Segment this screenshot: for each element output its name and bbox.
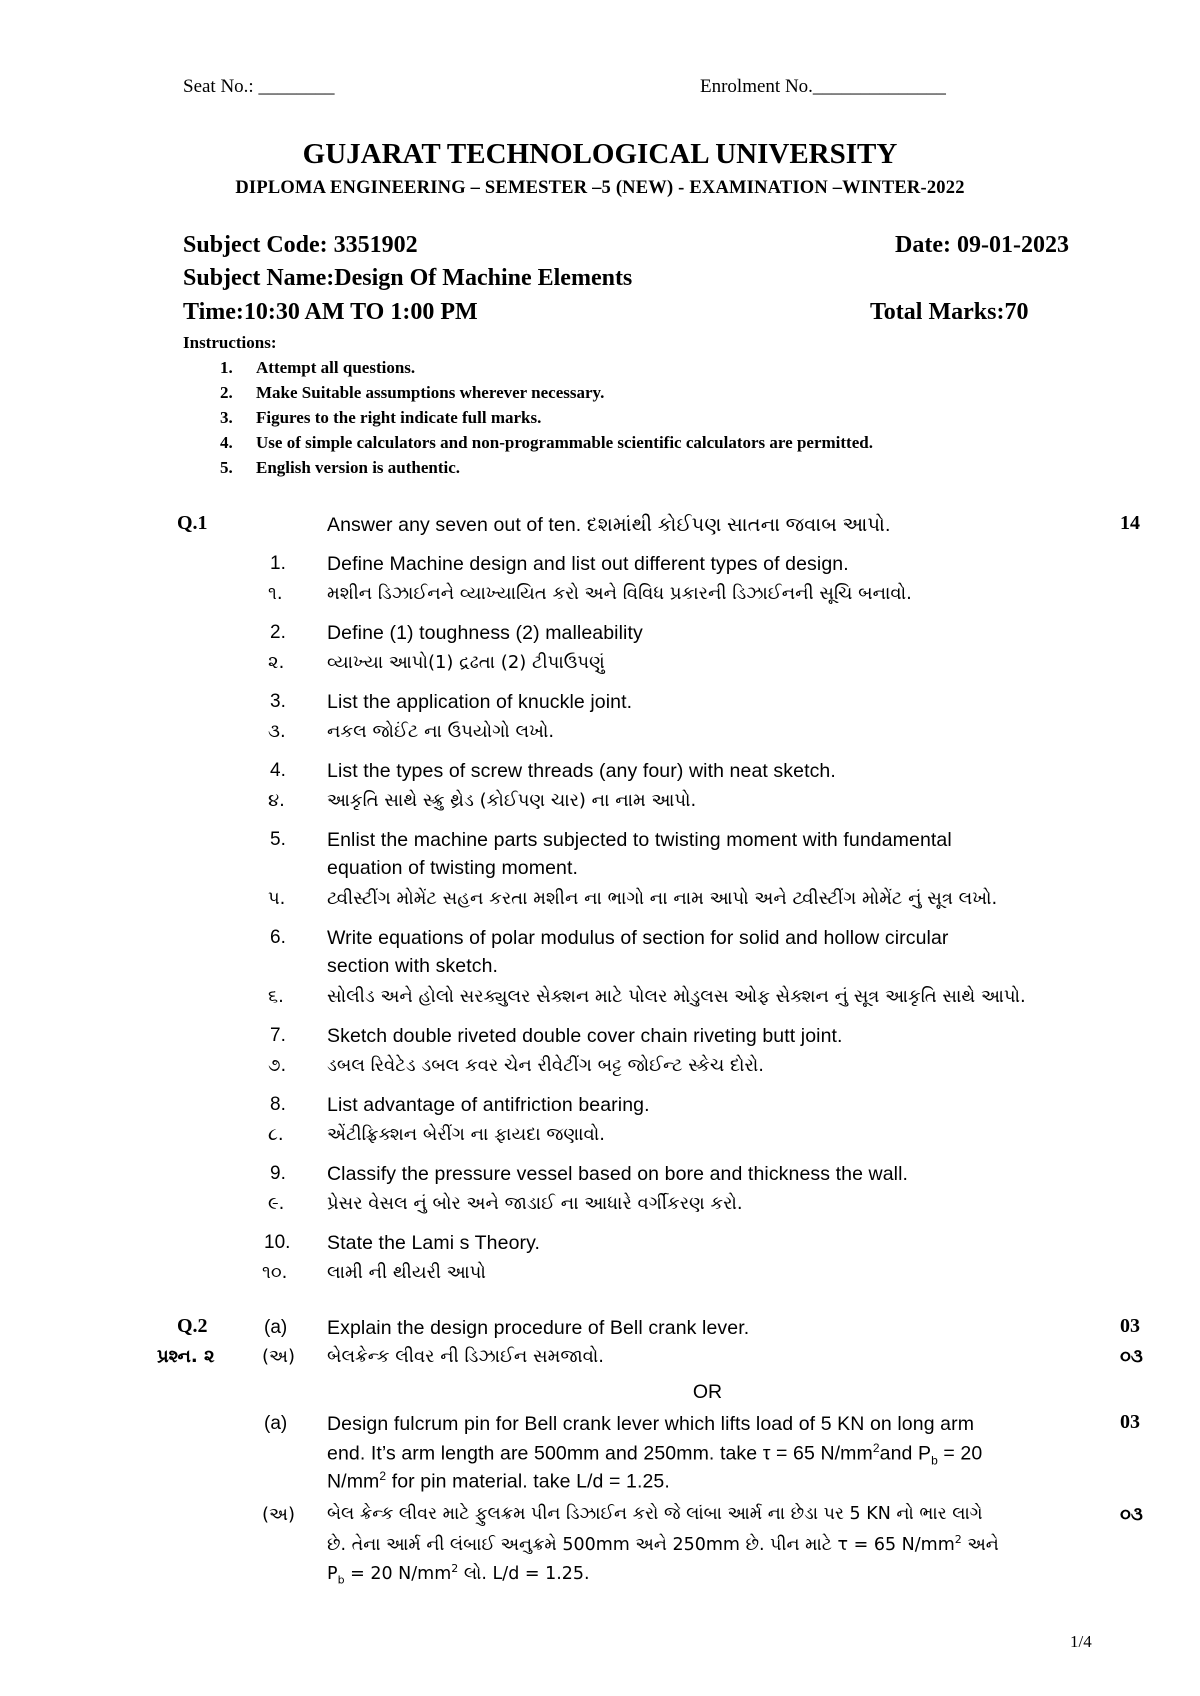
item-number: 3. [270, 691, 286, 712]
question-2a-alt-number-gujarati: (અ) [262, 1504, 296, 1525]
university-title: GUJARAT TECHNOLOGICAL UNIVERSITY [302, 138, 898, 170]
question-2a-marks-gujarati: ૦૩ [1120, 1346, 1143, 1367]
enrolment-no: Enrolment No.______________ [700, 76, 946, 97]
item-number-gujarati: ૬. [268, 986, 284, 1007]
text-segment: N/mm [327, 1470, 380, 1493]
question-2a-alt-line-gujarati [327, 1562, 590, 1586]
instruction-text: Attempt all questions. [256, 358, 416, 377]
item-text-english: List the types of screw threads (any four) with neat sketch. [327, 760, 836, 782]
item-number: 2. [270, 622, 286, 643]
item-text-english: Define Machine design and list out different types of design. [327, 553, 849, 575]
item-number: 5. [270, 829, 286, 850]
item-text-english: List the application of knuckle joint. [327, 691, 633, 713]
item-number-gujarati: ૩. [268, 721, 286, 742]
text-segment: and P [879, 1442, 932, 1465]
text-segment: લો. L/d = 1.25. [458, 1563, 590, 1584]
item-text-gujarati: પ્રેસર વેસલ નું બોર અને જાડાઈ ના આધારે વર્ગીકરણ કરો. [327, 1193, 743, 1214]
item-number-gujarati: ૭. [268, 1055, 287, 1076]
text-segment: = 20 N/mm [344, 1563, 452, 1584]
instruction-num: 3. [220, 408, 233, 427]
exam-date: Date: 09-01-2023 [895, 232, 1069, 258]
instruction-num: 4. [220, 433, 233, 452]
item-number-gujarati: ૧. [268, 583, 283, 604]
item-text-gujarati: સોલીડ અને હોલો સરક્યુલર સેક્શન માટે પોલર મોડુલસ ઓફ સેક્શન નું સૂત્ર આકૃતિ સાથે આપો. [327, 986, 1026, 1007]
item-number-gujarati: ૯. [268, 1193, 285, 1214]
instruction-text: Make Suitable assumptions wherever necessary. [256, 383, 605, 402]
question-2a-alt-line-gujarati: બેલ ક્રેન્ક લીવર માટે ફુલક્રમ પીન ડિઝાઈન કરો જે લાંબા આર્મ ના છેડા પર 5 KN નો ભાર લાગે [327, 1504, 983, 1524]
item-text-gujarati: નકલ જોઈંટ ના ઉપયોગો લખો. [327, 721, 555, 742]
instruction-num: 1. [220, 358, 233, 377]
item-text-gujarati: એંટીફ્રિક્શન બેરીંગ ના ફાયદા જણાવો. [327, 1124, 605, 1145]
item-text-gujarati: ડબલ રિવેટેડ ડબલ કવર ચેન રીવેટીંગ બટ્ટ જોઈન્ટ સ્કેચ દોરો. [327, 1055, 765, 1076]
item-number-gujarati: પ. [268, 888, 286, 909]
item-number: 9. [270, 1163, 286, 1184]
question-2a-text: Explain the design procedure of Bell crank lever. [327, 1317, 750, 1339]
item-text-english: State the Lami s Theory. [327, 1232, 541, 1254]
question-2a-number: (a) [264, 1317, 288, 1338]
item-text-english: Sketch double riveted double cover chain riveting butt joint. [327, 1025, 843, 1047]
question-2a-alt-line-gujarati [327, 1533, 999, 1555]
subject-name: Subject Name:Design Of Machine Elements [183, 265, 633, 291]
question-2a-number-gujarati: (અ) [262, 1346, 296, 1367]
or-separator: OR [692, 1381, 723, 1403]
question-2-label: Q.2 [177, 1315, 208, 1337]
item-text-gujarati: આકૃતિ સાથે સ્ક્રુ થ્રેડ (કોઈપણ ચાર) ના નામ આપો. [327, 790, 697, 811]
instruction-num: 2. [220, 383, 233, 402]
question-1-prompt: Answer any seven out of ten. દશમાંથી કોઈપણ સાતના જવાબ આપો. [327, 514, 891, 536]
question-2a-alt-marks-gujarati: ૦૩ [1120, 1504, 1143, 1525]
text-segment: end. It’s arm length are 500mm and 250mm. take τ = 65 N/mm [327, 1442, 873, 1465]
superscript: 2 [451, 1562, 459, 1575]
item-number-gujarati: ૮. [268, 1124, 284, 1145]
question-2a-marks: 03 [1120, 1315, 1140, 1337]
subject-code: Subject Code: 3351902 [183, 232, 418, 258]
question-1-label: Q.1 [177, 512, 208, 534]
question-1-marks: 14 [1120, 512, 1140, 534]
exam-title: DIPLOMA ENGINEERING – SEMESTER –5 (NEW) - EXAMINATION –WINTER-2022 [235, 178, 965, 198]
item-number: 4. [270, 760, 286, 781]
instruction-text: Figures to the right indicate full marks. [256, 408, 542, 427]
instruction-num: 5. [220, 458, 233, 477]
item-number: 7. [270, 1025, 286, 1046]
subscript: b [337, 1573, 345, 1587]
superscript: 2 [954, 1533, 962, 1546]
superscript: 2 [379, 1469, 387, 1483]
page-number: 1/4 [1070, 1632, 1092, 1651]
seat-no: Seat No.: ________ [183, 76, 335, 97]
item-text-gujarati: વ્યાખ્યા આપો(1) દ્રઢતા (2) ટીપાઉપણું [327, 652, 605, 673]
item-number-gujarati: ૨. [268, 652, 285, 673]
item-text-english: Write equations of polar modulus of section for solid and hollow circular [327, 927, 949, 949]
item-number-gujarati: ૪. [268, 790, 285, 811]
item-text-gujarati: મશીન ડિઝાઈનને વ્યાખ્યાયિત કરો અને વિવિધ પ્રકારની ડિઝાઈનની સૂચિ બનાવો. [327, 583, 912, 604]
subscript: b [931, 1453, 938, 1468]
total-marks: Total Marks:70 [870, 299, 1029, 325]
item-text-gujarati: ટ્વીસ્ટીંગ મોમેંટ સહન કરતા મશીન ના ભાગો ના નામ આપો અને ટ્વીસ્ટીંગ મોમેંટ નું સૂત્ર લખો. [327, 888, 998, 909]
item-text-english: Classify the pressure vessel based on bore and thickness the wall. [327, 1163, 909, 1185]
item-number: 1. [270, 553, 286, 574]
item-text-english: Enlist the machine parts subjected to twisting moment with fundamental [327, 829, 952, 851]
text-segment: છે. તેના આર્મ ની લંબાઈ અનુક્રમે 500mm અને 250mm છે. પીન માટે τ = 65 N/mm [327, 1534, 955, 1555]
item-text-english-continued: equation of twisting moment. [327, 857, 579, 879]
item-number: 10. [264, 1232, 291, 1253]
item-number: 8. [270, 1094, 286, 1115]
text-segment: for pin material. take L/d = 1.25. [386, 1470, 670, 1493]
item-text-english-continued: section with sketch. [327, 955, 499, 977]
instruction-text: English version is authentic. [256, 458, 461, 477]
question-2-label-gujarati: પ્રશ્ન. ૨ [157, 1346, 215, 1367]
question-2a-alt-line [327, 1469, 670, 1494]
text-segment: = 20 [937, 1442, 983, 1465]
question-2a-alt-line: Design fulcrum pin for Bell crank lever which lifts load of 5 KN on long arm [327, 1413, 975, 1435]
question-2a-text-gujarati: બેલક્રેન્ક લીવર ની ડિઝાઈન સમજાવો. [327, 1346, 605, 1367]
item-number: 6. [270, 927, 286, 948]
item-text-english: List advantage of antifriction bearing. [327, 1094, 650, 1116]
item-text-english: Define (1) toughness (2) malleability [327, 622, 643, 644]
question-2a-alt-number: (a) [264, 1413, 288, 1434]
item-number-gujarati: ૧૦. [262, 1262, 288, 1283]
instruction-text: Use of simple calculators and non-programmable scientific calculators are permitted. [256, 433, 873, 452]
text-segment: P [327, 1563, 338, 1584]
item-text-gujarati: લામી ની થીયરી આપો [327, 1262, 486, 1283]
text-segment: અને [961, 1534, 999, 1555]
question-2a-alt-line [327, 1441, 982, 1467]
instructions-heading: Instructions: [183, 333, 277, 352]
superscript: 2 [872, 1441, 880, 1455]
exam-time: Time:10:30 AM TO 1:00 PM [183, 299, 478, 325]
question-2a-alt-marks: 03 [1120, 1411, 1140, 1433]
